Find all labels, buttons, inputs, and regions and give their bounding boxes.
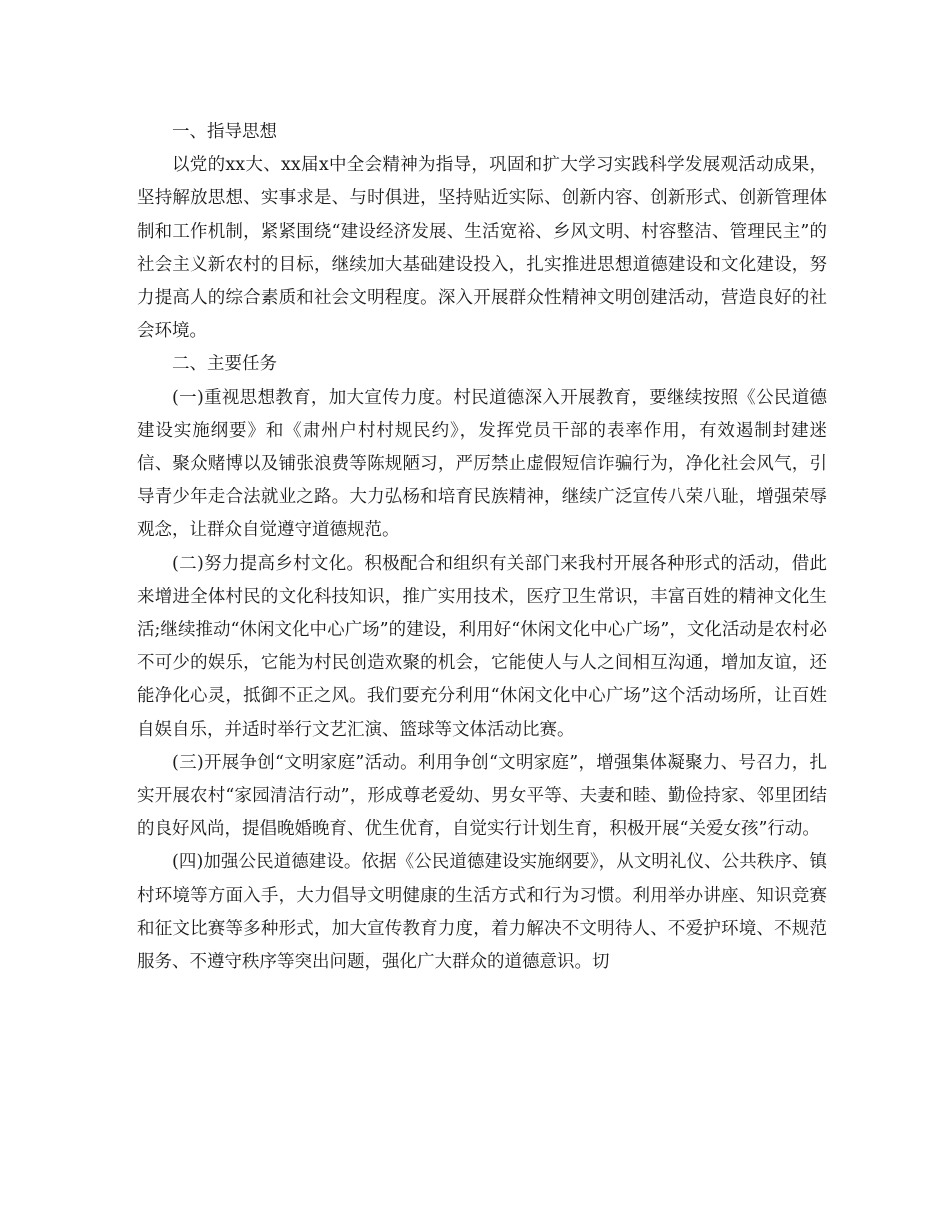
paragraph-task-1: (一)重视思想教育，加大宣传力度。村民道德深入开展教育，要继续按照《公民道德建设实施纲要》和《肃州户村村规民约》，发挥党员干部的表率作用，有效遏制封建迷信、聚众赌博以及铺张浪费等陈规陋习，严厉禁止虚假短信诈骗行为，净化社会风气，引导青少年走合法就业之路。大力弘杨和培育民族精神，继续广泛宣传八荣八耻，增强荣辱观念，让群众自觉遵守道德规范。 xyxy=(137,387,827,541)
paragraph-task-3: (三)开展争创“文明家庭”活动。利用争创“文明家庭”，增强集体凝聚力、号召力，扎实开展农村“家园清洁行动”，形成尊老爱幼、男女平等、夫妻和睦、勤俭持家、邻里团结的良好风尚，提倡晚婚晚育、优生优育，自觉实行计划生育，积极开展“关爱女孩”行动。 xyxy=(137,752,827,840)
paragraph-task-4: (四)加强公民道德建设。依据《公民道德建设实施纲要》，从文明礼仪、公共秩序、镇村环境等方面入手，大力倡导文明健康的生活方式和行为习惯。利用举办讲座、知识竞赛和征文比赛等多种形式，加大宣传教育力度，着力解决不文明待人、不爱护环境、不规范服务、不遵守秩序等突出问题，强化广大群众的道德意识。切 xyxy=(137,852,827,973)
section-heading-main-tasks: 二、主要任务 xyxy=(172,354,277,375)
document-body xyxy=(137,116,827,979)
paragraph-guiding-ideology: 以党的xx大、xx届x中全会精神为指导，巩固和扩大学习实践科学发展观活动成果，坚持解放思想、实事求是、与时俱进，坚持贴近实际、创新内容、创新形式、创新管理体制和工作机制，紧紧围绕“建设经济发展、生活宽裕、乡风文明、村容整洁、管理民主”的社会主义新农村的目标，继续加大基础建设投入，扎实推进思想道德建设和文化建设，努力提高人的综合素质和社会文明程度。深入开展群众性精神文明创建活动，营造良好的社会环境。 xyxy=(137,155,827,342)
section-heading-guiding-ideology: 一、指导思想 xyxy=(172,122,277,142)
paragraph-task-2: (二)努力提高乡村文化。积极配合和组织有关部门来我村开展各种形式的活动，借此来增进全体村民的文化科技知识，推广实用技术，医疗卫生常识，丰富百姓的精神文化生活;继续推动“休闲文化中心广场”的建设，利用好“休闲文化中心广场”，文化活动是农村必不可少的娱乐，它能为村民创造欢聚的机会，它能使人与人之间相互沟通，增加友谊，还能净化心灵，抵御不正之风。我们要充分利用“休闲文化中心广场”这个活动场所，让百姓自娱自乐，并适时举行文艺汇演、篮球等文体活动比赛。 xyxy=(137,553,827,740)
